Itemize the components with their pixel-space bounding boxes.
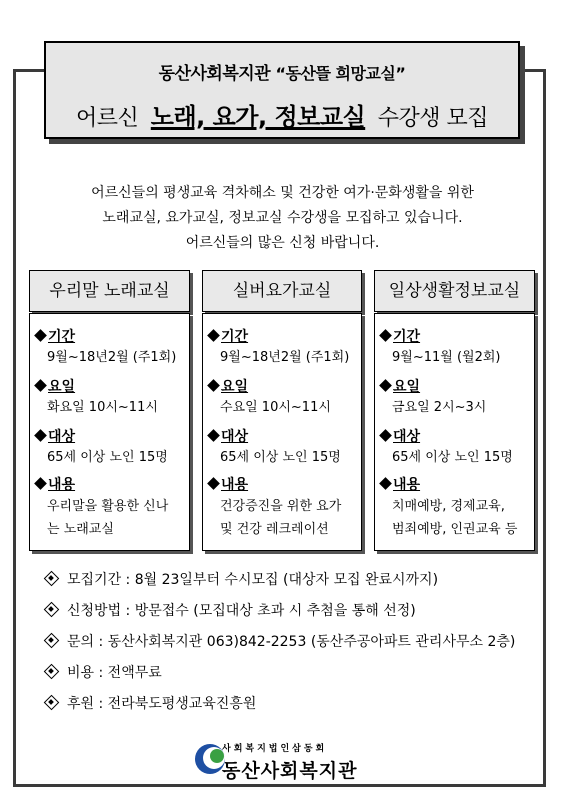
class-details <box>202 313 362 551</box>
info-apply-method: 신청방법 : 방문접수 (모집대상 초과 시 추첨을 통해 선정) <box>44 600 416 620</box>
header-org-line <box>46 59 518 84</box>
intro-line: 노래교실, 요가교실, 정보교실 수강생을 모집하고 있습니다. <box>102 210 463 226</box>
intro-text <box>20 181 545 256</box>
org-name: 동산사회복지관 <box>158 64 271 84</box>
section-value: 9월~18년2월 (주1회) <box>220 350 350 365</box>
info-recruit-period: 모집기간 : 8월 23일부터 수시모집 (대상자 모집 완료시까지) <box>44 569 438 589</box>
diamond-outline-icon <box>44 571 59 586</box>
section-label-target: 대상 <box>36 426 75 446</box>
intro-line: 어르신들의 평생교육 격차해소 및 건강한 여가·문화생활을 위한 <box>91 185 474 201</box>
diamond-bullet-icon <box>34 379 47 392</box>
section-label-target: 대상 <box>209 426 248 446</box>
logo-subtitle: 사회복지법인삼동회 <box>222 744 328 754</box>
info-cost: 비용 : 전액무료 <box>44 662 162 682</box>
section-label-day: 요일 <box>36 376 75 396</box>
intro-line: 어르신들의 많은 신청 바랍니다. <box>185 235 380 251</box>
section-value: 는 노래교실 <box>47 522 114 537</box>
section-value: 및 건강 레크레이션 <box>220 522 329 537</box>
diamond-bullet-icon <box>207 429 220 442</box>
diamond-bullet-icon <box>207 477 220 490</box>
section-value: 금요일 2시~3시 <box>392 400 487 415</box>
class-details <box>29 313 190 551</box>
info-sponsor: 후원 : 전라북도평생교육진흥원 <box>44 693 256 713</box>
diamond-bullet-icon <box>34 477 47 490</box>
diamond-bullet-icon <box>34 429 47 442</box>
diamond-bullet-icon <box>207 329 220 342</box>
section-label-period: 기간 <box>381 326 420 346</box>
info-contact: 문의 : 동산사회복지관 063)842-2253 (동산주공아파트 관리사무소 2층) <box>44 631 515 651</box>
section-value: 우리말을 활용한 신나 <box>47 499 169 514</box>
class-title: 일상생활정보교실 <box>374 270 535 312</box>
poster-header <box>44 41 520 139</box>
section-value: 65세 이상 노인 15명 <box>220 450 341 465</box>
header-title <box>46 97 518 132</box>
section-label-day: 요일 <box>209 376 248 396</box>
section-label-content: 내용 <box>209 474 248 494</box>
section-label-content: 내용 <box>381 474 420 494</box>
diamond-bullet-icon <box>34 329 47 342</box>
section-label-content: 내용 <box>36 474 75 494</box>
section-value: 치매예방, 경제교육, <box>392 499 505 514</box>
section-label-period: 기간 <box>36 326 75 346</box>
title-main: 노래, 요가, 정보교실 <box>150 103 366 131</box>
diamond-outline-icon <box>44 602 59 617</box>
diamond-bullet-icon <box>379 477 392 490</box>
diamond-outline-icon <box>44 633 59 648</box>
section-value: 건강증진을 위한 요가 <box>220 499 342 514</box>
diamond-outline-icon <box>44 664 59 679</box>
section-value: 수요일 10시~11시 <box>220 400 331 415</box>
section-value: 65세 이상 노인 15명 <box>392 450 513 465</box>
title-suffix: 수강생 모집 <box>377 106 488 131</box>
section-value: 화요일 10시~11시 <box>47 400 158 415</box>
title-prefix: 어르신 <box>76 106 139 131</box>
class-title: 우리말 노래교실 <box>29 270 190 312</box>
diamond-outline-icon <box>44 695 59 710</box>
diamond-bullet-icon <box>379 379 392 392</box>
class-title: 실버요가교실 <box>202 270 362 312</box>
section-value: 65세 이상 노인 15명 <box>47 450 168 465</box>
section-value: 9월~11월 (월2회) <box>392 350 501 365</box>
section-value: 9월~18년2월 (주1회) <box>47 350 177 365</box>
org-logo <box>192 735 402 790</box>
logo-title: 동산사회복지관 <box>222 760 358 782</box>
diamond-bullet-icon <box>379 329 392 342</box>
diamond-bullet-icon <box>379 429 392 442</box>
section-label-day: 요일 <box>381 376 420 396</box>
class-details <box>374 313 535 551</box>
diamond-bullet-icon <box>207 379 220 392</box>
program-name: “동산뜰 희망교실” <box>275 64 406 83</box>
section-value: 범죄예방, 인권교육 등 <box>392 522 518 537</box>
section-label-target: 대상 <box>381 426 420 446</box>
section-label-period: 기간 <box>209 326 248 346</box>
